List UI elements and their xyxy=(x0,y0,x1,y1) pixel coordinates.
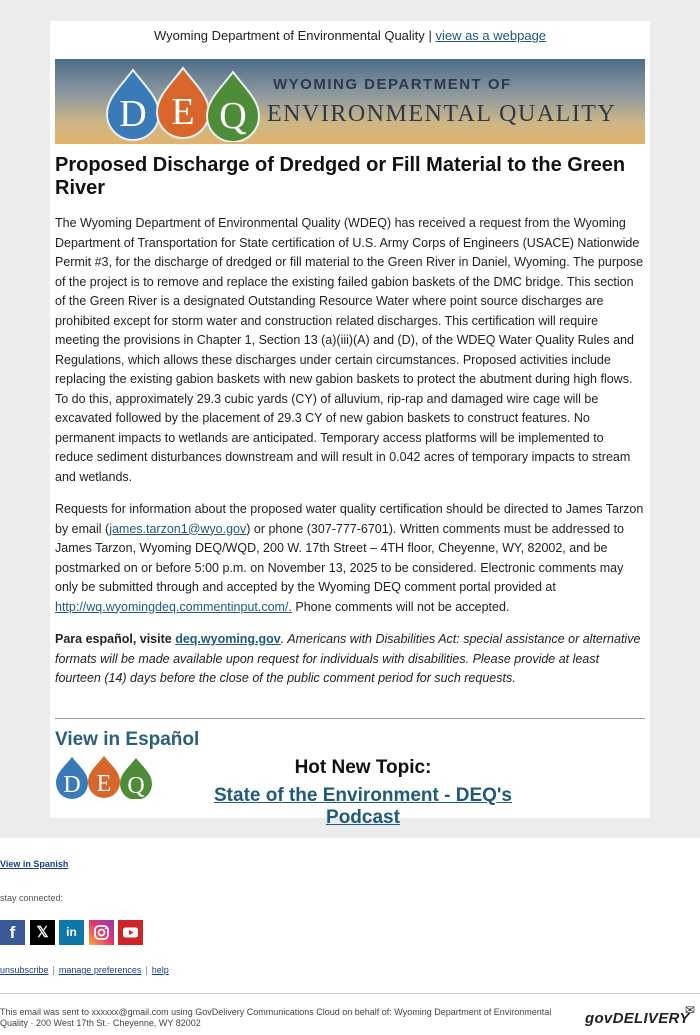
footer-view-in-spanish-link[interactable]: View in Spanish xyxy=(0,859,69,869)
sent-notice: This email was sent to xxxxxx@gmail.com using GovDelivery Communications Cloud on behalf of: Wyoming Department of Environmental Quality · 200 West 17th St.· Cheyenne, WY 82002 xyxy=(0,1007,552,1028)
contact-text-3: Phone comments will not be accepted. xyxy=(291,599,510,614)
x-twitter-icon[interactable]: 𝕏 xyxy=(30,920,55,945)
unsubscribe-link[interactable]: unsubscribe xyxy=(0,965,49,975)
deq-website-link[interactable]: deq.wyoming.gov xyxy=(175,632,281,646)
youtube-icon[interactable] xyxy=(118,920,143,945)
instagram-icon[interactable] xyxy=(89,920,114,945)
spanish-lead: Para español, visite deq.wyoming.gov xyxy=(55,632,281,646)
podcast-link[interactable]: State of the Environment - DEQ's Podcast xyxy=(214,785,512,828)
deq-banner xyxy=(55,59,645,144)
small-logo-letter-d: D xyxy=(63,772,81,798)
banner-line-2: ENVIRONMENTAL QUALITY xyxy=(267,101,617,127)
contact-text-2: ) or phone (307-777-6701). Written comments must be addressed to James Tarzon, Wyoming DEQ/WQD, 200 W. 17th Street – 4TH floor, Cheyenne, WY, 82002, and be postmarked on or before 5:00 p.m. on November 13, 2025 to be considered. Electronic comments may only be submitted through and accepted by the Wyoming DEQ comment portal provided at xyxy=(55,521,624,594)
logo-letter-d: D xyxy=(119,93,147,135)
footer-divider xyxy=(0,993,700,994)
email-card xyxy=(50,21,650,828)
article-paragraph-3 xyxy=(55,630,645,689)
footer-links xyxy=(0,965,169,975)
deq-logo xyxy=(103,64,263,142)
org-name: Wyoming Department of Environmental Quality xyxy=(153,28,425,43)
logo-letter-e: E xyxy=(171,91,195,133)
view-as-webpage-link[interactable]: view as a webpage xyxy=(435,28,547,43)
contact-text-1: Requests for information about the proposed water quality certification should be directed to James Tarzon by email ( xyxy=(55,502,644,536)
linkedin-icon[interactable]: in xyxy=(59,920,84,945)
email-link[interactable]: james.tarzon1@wyo.gov xyxy=(109,521,247,536)
hot-topic-label: Hot New Topic: xyxy=(294,757,432,778)
deq-small-logo xyxy=(54,755,154,799)
comment-portal-link[interactable]: http://wq.wyomingdeq.commentinput.com/. xyxy=(55,599,292,614)
header-separator: | xyxy=(428,28,432,43)
facebook-icon[interactable]: f xyxy=(0,920,25,945)
envelope-icon: ✉ xyxy=(685,1003,696,1017)
view-in-espanol-heading: View in Español xyxy=(55,729,200,750)
help-link[interactable]: help xyxy=(151,965,169,975)
ada-text: . Americans with Disabilities Act: special assistance or alternative formats will be made available upon request for individuals with disabilities. Please provide at least fourteen (14) days before the close of the public comment period for such requests. xyxy=(55,632,641,685)
small-logo-letter-e: E xyxy=(96,771,112,797)
divider xyxy=(55,718,645,719)
article-title: Proposed Discharge of Dredged or Fill Material to the Green River xyxy=(55,154,626,199)
small-logo-letter-q: Q xyxy=(127,773,145,799)
email-header xyxy=(50,28,650,43)
footer-separator: | xyxy=(52,965,55,975)
govdelivery-logo[interactable]: govDELIVERY xyxy=(585,1010,690,1027)
article-paragraph-2 xyxy=(55,500,645,617)
banner-line-1: WYOMING DEPARTMENT OF xyxy=(273,76,512,93)
logo-letter-q: Q xyxy=(219,95,247,137)
manage-preferences-link[interactable]: manage preferences xyxy=(58,965,142,975)
article-paragraph-1: The Wyoming Department of Environmental Quality (WDEQ) has received a request from the Wyoming Department of Transportation for State certification of U.S. Army Corps of Engineers (USACE) Nationwide Permit #3, for the discharge of dredged or fill material to the Green River in Daniel, Wyoming. The purpose of the project is to remove and replace the existing failed gabion baskets of the DMC bridge. This section of the Green River is a designated Outstanding Resource Water where point source discharges are prohibited except for storm water and construction related discharges. This certification will require meeting the provisions in Chapter 1, Section 13 (a)(iii)(A) and (D), of the WDEQ Water Quality Rules and Regulations, which allows these discharges under certain circumstances. Proposed activities include replacing the existing gabion baskets with new gabion baskets to protect the abutment during high flows. To do this, approximately 29.3 cubic yards (CY) of alluvium, rip-rap and damaged wire cage will be excavated followed by the placement of 29.3 CY of new gabion baskets to construct features. No permanent impacts to wetlands are anticipated. Temporary access platforms will be implemented to reduce sediment disturbances downstream and will result in 0.042 acres of temporary impacts to stream and wetlands. xyxy=(55,216,644,484)
footer-separator: | xyxy=(145,965,148,975)
stay-connected-label: stay connected: xyxy=(0,893,64,903)
